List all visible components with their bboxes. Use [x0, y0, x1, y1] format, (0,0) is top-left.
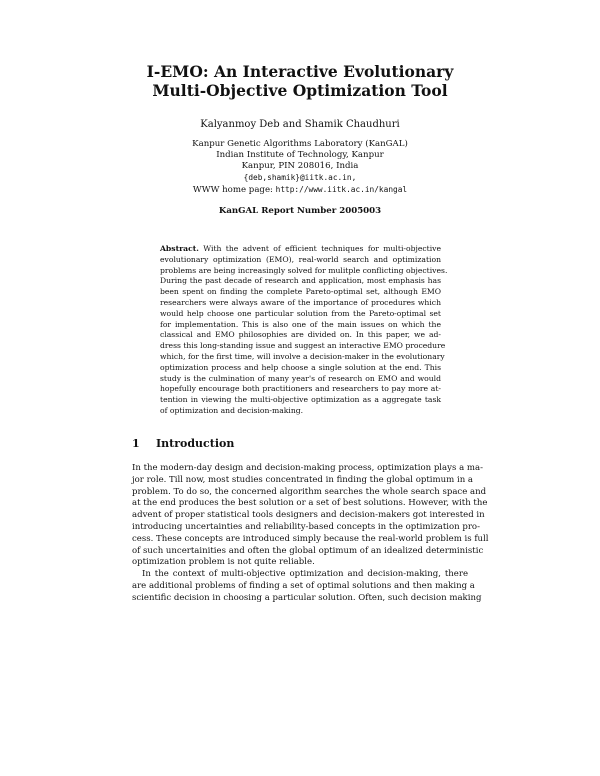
homepage-url[interactable]: http://www.iitk.ac.in/kangal	[275, 185, 408, 194]
body-line: In the context of multi-objective optimization and decision-making, there	[142, 569, 468, 580]
body-line: introducing uncertainties and reliability-based concepts in the optimization pro-	[132, 521, 480, 532]
body-line: cess. These concepts are introduced simply because the real-world problem is full	[132, 533, 489, 544]
authors: Kalyanmoy Deb and Shamik Chaudhuri	[200, 119, 400, 130]
section-number: 1	[132, 437, 140, 450]
affiliation-institute: Indian Institute of Technology, Kanpur	[216, 150, 384, 160]
abstract-line: hopefully encourage both practitioners and researchers to pay more at-	[160, 384, 441, 394]
homepage-line	[0, 184, 600, 196]
abstract-line: optimization process and help choose a single solution at the end. This	[160, 362, 441, 372]
abstract-line: been spent on finding the complete Pareto-optimal set, although EMO	[160, 287, 441, 297]
abstract-line: researchers were always aware of the importance of procedures which	[160, 297, 441, 307]
body-line: jor role. Till now, most studies concentrated in finding the global optimum in a	[132, 474, 474, 485]
report-number: KanGAL Report Number 2005003	[218, 206, 382, 216]
introduction-text	[132, 463, 489, 605]
abstract-line: which, for the first time, will involve a decision-maker in the evolutionary	[160, 351, 445, 361]
section-title: Introduction	[156, 437, 235, 450]
affiliation-city: Kanpur, PIN 208016, India	[241, 161, 359, 171]
abstract-line: classical and EMO philosophies are divided on. In this paper, we ad-	[160, 330, 441, 340]
affiliation-lab: Kanpur Genetic Algorithms Laboratory (KanGAL)	[192, 139, 408, 149]
abstract-first-line: With the advent of efficient techniques for multi-objective	[203, 244, 441, 253]
abstract-line: would help choose one particular solution from the Pareto-optimal set	[160, 308, 441, 318]
body-line: problem. To do so, the concerned algorithm searches the whole search space and	[132, 486, 487, 497]
abstract-line: tention in viewing the multi-objective optimization as a aggregate task	[160, 395, 441, 405]
title-line-2: Multi-Objective Optimization Tool	[152, 81, 448, 100]
abstract-label: Abstract.	[160, 244, 199, 253]
abstract-line	[160, 244, 441, 255]
abstract-line: study is the culmination of many year's of research on EMO and would	[160, 373, 441, 383]
author-email: {deb,shamik}@iitk.ac.in,	[243, 173, 357, 182]
abstract-line: evolutionary optimization (EMO), real-world search and optimization	[160, 254, 441, 264]
homepage-label: WWW home page:	[192, 185, 276, 195]
affiliation	[0, 139, 600, 196]
body-line: are additional problems of finding a set of optimal solutions and then making a	[132, 580, 475, 591]
abstract-line: of optimization and decision-making.	[160, 405, 304, 415]
section-heading	[132, 437, 234, 451]
body-line: advent of proper statistical tools designers and decision-makers got interested in	[132, 510, 485, 521]
body-line: In the modern-day design and decision-making process, optimization plays a ma-	[132, 463, 483, 473]
body-line: at the end produces the best solution or a set of best solutions. However, with the	[132, 498, 488, 509]
title-line-1: I-EMO: An Interactive Evolutionary	[146, 62, 454, 81]
abstract-line: for implementation. This is also one of the main issues on which the	[160, 319, 441, 329]
paper-title	[0, 62, 600, 100]
abstract	[160, 244, 448, 417]
body-line: of such uncertainities and often the global optimum of an idealized deterministic	[132, 545, 484, 556]
body-line: optimization problem is not quite reliable.	[132, 557, 315, 568]
abstract-line: dress this long-standing issue and suggest an interactive EMO procedure	[160, 341, 446, 351]
abstract-line: problems are being increasingly solved for mulitple conflicting objectives.	[160, 265, 448, 275]
body-line: scientific decision in choosing a particular solution. Often, such decision making	[132, 592, 482, 603]
abstract-line: During the past decade of research and application, most emphasis has	[160, 276, 441, 286]
